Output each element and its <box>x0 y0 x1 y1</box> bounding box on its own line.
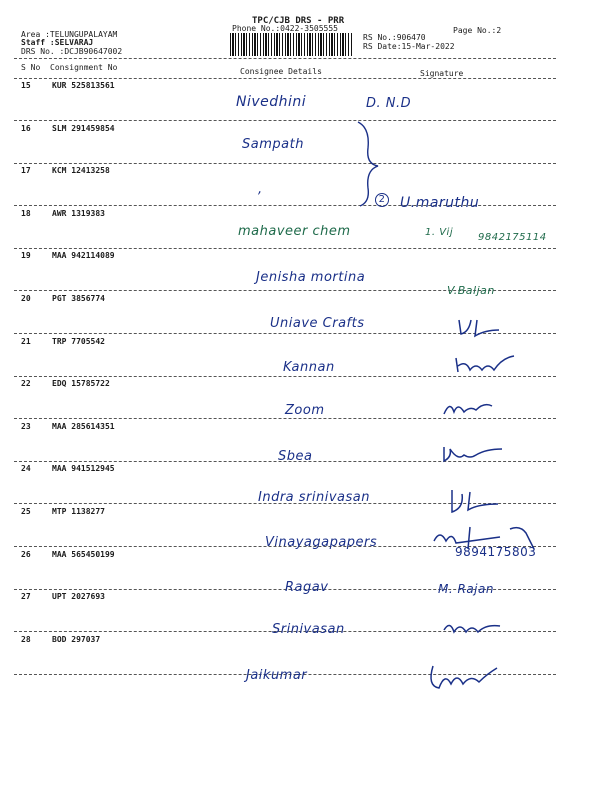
barcode <box>230 33 352 56</box>
bracket-mark <box>350 118 390 208</box>
row-separator <box>14 248 556 249</box>
row-consignment-no: AWR 1319383 <box>52 209 105 218</box>
header-separator <box>14 58 556 59</box>
document-title: TPC/CJB DRS - PRR <box>252 16 345 26</box>
staff-label: Staff :SELVARAJ <box>21 38 94 47</box>
signature-28 <box>425 660 505 694</box>
signature-23 <box>440 443 510 467</box>
consignee-name: Kannan <box>283 360 335 375</box>
annotation-d-note: D. N.D <box>366 96 412 111</box>
signature-24 <box>448 486 508 516</box>
signature-text: V.Baljan <box>447 284 495 297</box>
page-number: Page No.:2 <box>453 26 502 35</box>
row-sno: 20 <box>21 294 31 303</box>
area-label: Area :TELUNGUPALAYAM <box>21 30 118 39</box>
consignee-name: Nivedhini <box>236 94 307 110</box>
row-sno: 18 <box>21 209 31 218</box>
consignee-name: Zoom <box>285 403 325 418</box>
row-separator <box>14 120 556 121</box>
row-consignment-no: MAA 942114089 <box>52 251 115 260</box>
signature-20 <box>455 316 515 338</box>
row-sno: 21 <box>21 337 31 346</box>
annotation-u-maruthu: U.maruthu <box>400 195 480 211</box>
annotation-circled-number: 2 <box>375 193 389 207</box>
row-consignment-no: KUR 525813561 <box>52 81 115 90</box>
row-sno: 16 <box>21 124 31 133</box>
row-consignment-no: BOD 297037 <box>52 635 101 644</box>
column-consignment: Consignment No <box>50 63 118 72</box>
row-sno: 17 <box>21 166 31 175</box>
signature-text: M. Rajan <box>438 582 494 596</box>
consignee-name: Sampath <box>242 137 304 152</box>
row-sno: 23 <box>21 422 31 431</box>
consignee-name: , <box>258 182 263 197</box>
row-consignment-no: MAA 565450199 <box>52 550 115 559</box>
signature-27 <box>440 616 510 640</box>
signature-22 <box>440 398 500 420</box>
row-sno: 28 <box>21 635 31 644</box>
row-consignment-no: PGT 3856774 <box>52 294 105 303</box>
signature-25 <box>430 523 540 553</box>
row-sno: 22 <box>21 379 31 388</box>
column-signature: Signature <box>420 69 464 78</box>
row-sno: 26 <box>21 550 31 559</box>
consignee-name: Ragav <box>285 580 329 595</box>
rs-date: RS Date:15-Mar-2022 <box>363 42 455 51</box>
row-sno: 15 <box>21 81 31 90</box>
annotation-phone: 9842175114 <box>478 232 547 243</box>
consignee-name: Sbea <box>278 449 313 464</box>
row-separator <box>14 163 556 164</box>
row-consignment-no: MAA 941512945 <box>52 464 115 473</box>
row-sno: 27 <box>21 592 31 601</box>
rs-number: RS No.:906470 <box>363 33 426 42</box>
signature-21 <box>452 352 522 378</box>
consignee-name: mahaveer chem <box>238 224 351 239</box>
column-consignee: Consignee Details <box>240 67 322 76</box>
row-sno: 24 <box>21 464 31 473</box>
consignee-name: Jenisha mortina <box>256 270 366 285</box>
consignee-name: Jaikumar <box>246 668 308 683</box>
row-consignment-no: UPT 2027693 <box>52 592 105 601</box>
column-sno: S No <box>21 63 41 72</box>
row-consignment-no: MTP 1138277 <box>52 507 105 516</box>
consignee-name: Srinivasan <box>272 622 345 637</box>
consignee-name: Uniave Crafts <box>270 316 365 331</box>
consignee-name: Indra srinivasan <box>258 490 370 505</box>
row-consignment-no: TRP 7705542 <box>52 337 105 346</box>
drs-number: DRS No. :DCJB90647002 <box>21 47 123 56</box>
column-separator <box>14 78 556 79</box>
annotation-phone: 9894175803 <box>455 545 537 559</box>
phone-number: Phone No.:0422-3505555 <box>232 24 338 33</box>
consignee-name: Vinayagapapers <box>265 535 378 550</box>
row-sno: 19 <box>21 251 31 260</box>
row-consignment-no: MAA 285614351 <box>52 422 115 431</box>
row-sno: 25 <box>21 507 31 516</box>
row-consignment-no: EDQ 15785722 <box>52 379 110 388</box>
row-consignment-no: KCM 12413258 <box>52 166 110 175</box>
row-consignment-no: SLM 291459854 <box>52 124 115 133</box>
annotation-initials: 1. Vij <box>425 227 454 238</box>
